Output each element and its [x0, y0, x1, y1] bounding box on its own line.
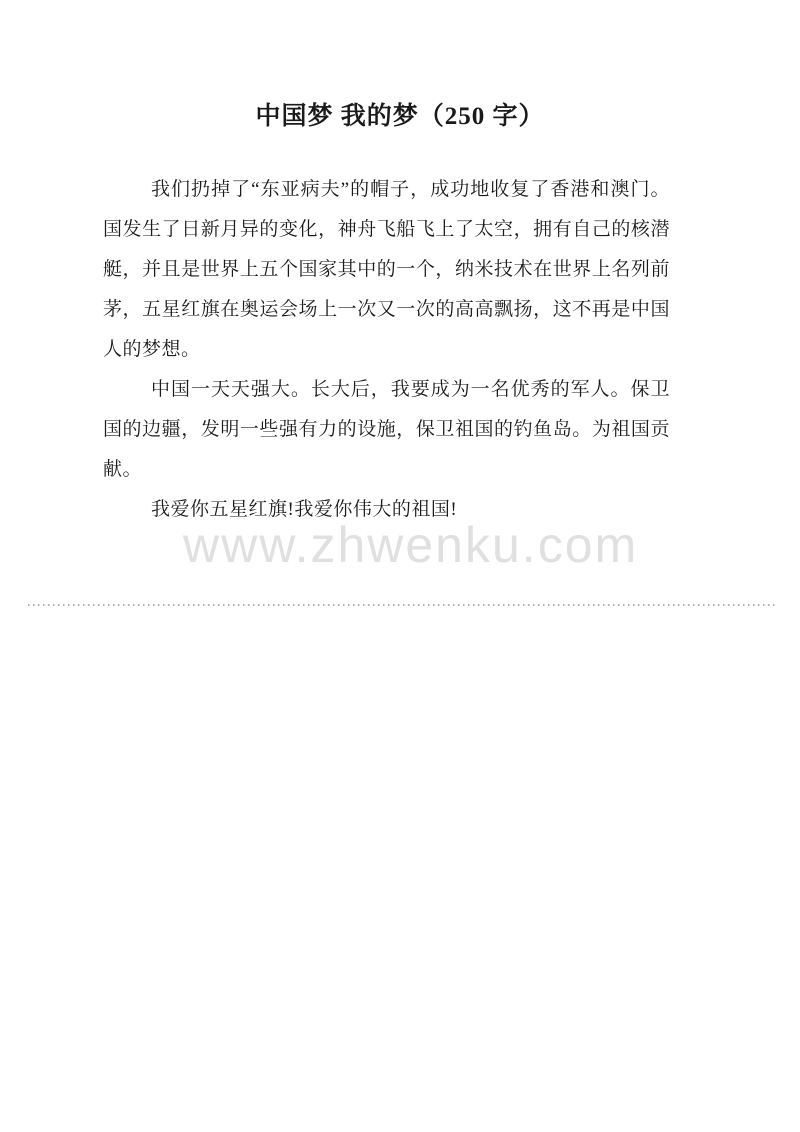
paragraph-line: 我爱你五星红旗!我爱你伟大的祖国! — [151, 499, 458, 520]
watermark: www.zhwenku.com — [183, 517, 639, 573]
page-title: 中国梦 我的梦（250 字） — [255, 103, 545, 130]
paragraph-line: 国的边疆，发明一些强有力的设施，保卫祖国的钓鱼岛。为祖国贡 — [103, 419, 670, 440]
paragraph-line: 艇，并且是世界上五个国家其中的一个，纳米技术在世界上名列前 — [103, 259, 670, 280]
paragraph-line: 中国一天天强大。长大后，我要成为一名优秀的军人。保卫 — [151, 379, 670, 400]
paragraph-line: 国发生了日新月异的变化，神舟飞船飞上了太空，拥有自己的核潜 — [103, 219, 670, 240]
document-body — [103, 170, 670, 530]
paragraph-line: 献。 — [103, 459, 143, 480]
paragraph-line: 人的梦想。 — [103, 339, 201, 360]
page-break-separator — [28, 604, 776, 606]
paragraph-line: 我们扔掉了“东亚病夫”的帽子，成功地收复了香港和澳门。 — [151, 179, 670, 200]
paragraph-line: 茅，五星红旗在奥运会场上一次又一次的高高飘扬，这不再是中国 — [103, 299, 670, 320]
